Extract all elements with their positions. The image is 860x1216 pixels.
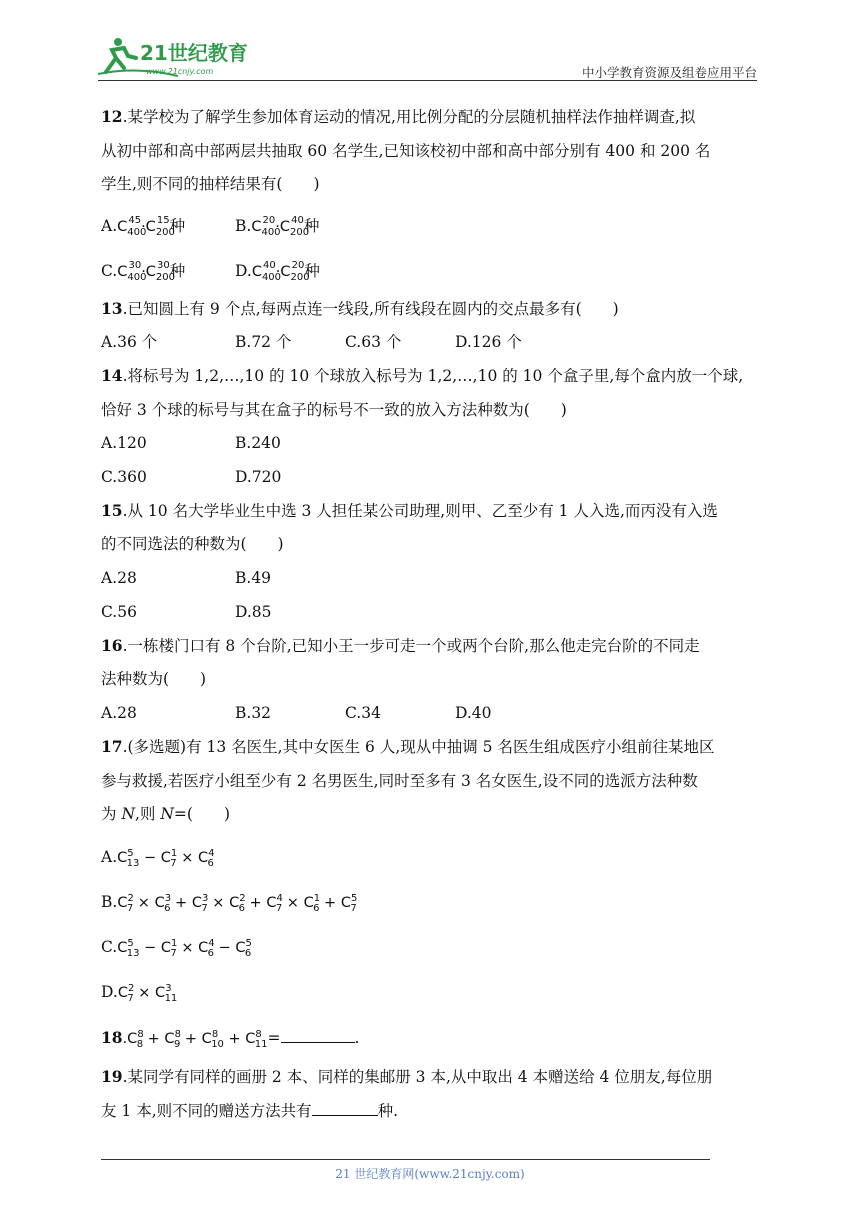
question-17-option-b: $B.C^2_7 \times C^3_6 + C^3_7 \times C^2_6 + C^4_7 \times C^1_6 + C^5_7$	[101, 892, 358, 914]
option-d: D.40	[455, 704, 492, 722]
question-17-option-d: $D.C^2_7 \times C^3_{11}$	[101, 982, 178, 1004]
footer-divider	[101, 1159, 710, 1160]
option-a: A.28	[101, 704, 137, 722]
option-b: B.49	[235, 569, 272, 587]
option-a: A.120	[101, 434, 147, 452]
option-a: A.36 个	[101, 333, 158, 351]
question-17-line-2: 参与救援,若医疗小组至少有 2 名男医生,同时至多有 3 名女医生,设不同的选派方法种数	[101, 772, 698, 790]
option-c: $C.C_{400}^{30}\cdot C_{200}^{30}$种	[101, 260, 186, 283]
option-c: C.56	[101, 603, 137, 621]
option-d: D.720	[235, 468, 282, 486]
question-14-line-2: 恰好 3 个球的标号与其在盒子的标号不一致的放入方法种数为( )	[101, 401, 567, 419]
option-b: B.32	[235, 704, 272, 722]
question-number: 15	[101, 501, 123, 520]
option-c: C.360	[101, 468, 147, 486]
question-number: 16	[101, 636, 123, 655]
question-number: 13	[101, 299, 123, 318]
question-12-line-2: 从初中部和高中部两层共抽取 60 名学生,已知该校初中部和高中部分别有 400 和 200 名	[101, 142, 711, 160]
question-16-options	[101, 702, 492, 724]
question-17-line-3: 为 N,则 N=( )	[101, 805, 231, 823]
question-14-options-cd	[101, 466, 281, 488]
question-15-line-2: 的不同选法的种数为( )	[101, 535, 284, 553]
svg-text:21世纪教育: 21世纪教育	[140, 41, 248, 65]
header-platform-text: 中小学教育资源及组卷应用平台	[581, 65, 757, 80]
option-d: D.126 个	[455, 333, 522, 351]
option-c: C.34	[345, 704, 381, 722]
question-17-option-c: $C.C^5_{13} - C^1_7 \times C^4_6 - C^5_6$	[101, 937, 252, 959]
logo-21cnjy	[98, 34, 268, 78]
question-14-options-ab	[101, 432, 281, 454]
answer-blank[interactable]	[312, 1101, 378, 1116]
question-13-options	[101, 331, 522, 353]
question-16-line-1: 16.一栋楼门口有 8 个台阶,已知小王一步可走一个或两个台阶,那么他走完台阶的不同走	[101, 636, 700, 655]
question-12-options-cd	[101, 255, 320, 289]
option-a: A.28	[101, 569, 137, 587]
svg-text:www.21cnjy.com: www.21cnjy.com	[146, 67, 214, 76]
question-15-line-1: 15.从 10 名大学毕业生中选 3 人担任某公司助理,则甲、乙至少有 1 人入选,而丙没有入选	[101, 501, 718, 520]
answer-blank[interactable]	[281, 1028, 355, 1043]
question-number: 17	[101, 737, 123, 756]
question-12-options-ab	[101, 210, 319, 244]
question-14-line-1: 14.将标号为 1,2,…,10 的 10 个球放入标号为 1,2,…,10 的 10 个盒子里,每个盒内放一个球,	[101, 366, 744, 385]
option-d: $D.C_{400}^{40}\cdot C_{200}^{20}$种	[235, 260, 320, 283]
question-12-line-3: 学生,则不同的抽样结果有( )	[101, 175, 320, 193]
option-a: $A.C_{400}^{45}\cdot C_{200}^{15}$种	[101, 215, 186, 238]
option-b: B.240	[235, 434, 281, 452]
question-19-line-1: 19.某同学有同样的画册 2 本、同样的集邮册 3 本,从中取出 4 本赠送给 4 位朋友,每位朋	[101, 1067, 713, 1086]
footer-text: 21 世纪教育网(www.21cnjy.com)	[335, 1167, 525, 1181]
question-15-options-cd	[101, 601, 272, 623]
option-b: $B.C_{400}^{20}\cdot C_{200}^{40}$种	[235, 215, 320, 238]
option-c: C.63 个	[345, 333, 402, 351]
question-17-line-1: 17.(多选题)有 13 名医生,其中女医生 6 人,现从中抽调 5 名医生组成医疗小组前往某地区	[101, 737, 715, 756]
question-15-options-ab	[101, 567, 271, 589]
question-19-line-2: 友 1 本,则不同的赠送方法共有 种.	[101, 1102, 399, 1120]
question-16-line-2: 法种数为( )	[101, 670, 207, 688]
question-number: 12	[101, 107, 123, 126]
question-number: 14	[101, 366, 123, 385]
option-b: B.72 个	[235, 333, 292, 351]
question-13-line-1: 13.已知圆上有 9 个点,每两点连一线段,所有线段在圆内的交点最多有( )	[101, 299, 619, 318]
option-d: D.85	[235, 603, 272, 621]
header-divider	[98, 80, 757, 81]
question-number: 18	[101, 1027, 123, 1047]
question-number: 19	[101, 1067, 123, 1086]
question-18: $18.C^8_8 + C^8_9 + C^8_{10} + C^8_{11}=$ .	[101, 1027, 360, 1050]
question-12-line-1: 12.某学校为了解学生参加体育运动的情况,用比例分配的分层随机抽样法作抽样调查,拟	[101, 107, 696, 126]
question-17-option-a: $A.C^5_{13} - C^1_7 \times C^4_6$	[101, 847, 215, 869]
